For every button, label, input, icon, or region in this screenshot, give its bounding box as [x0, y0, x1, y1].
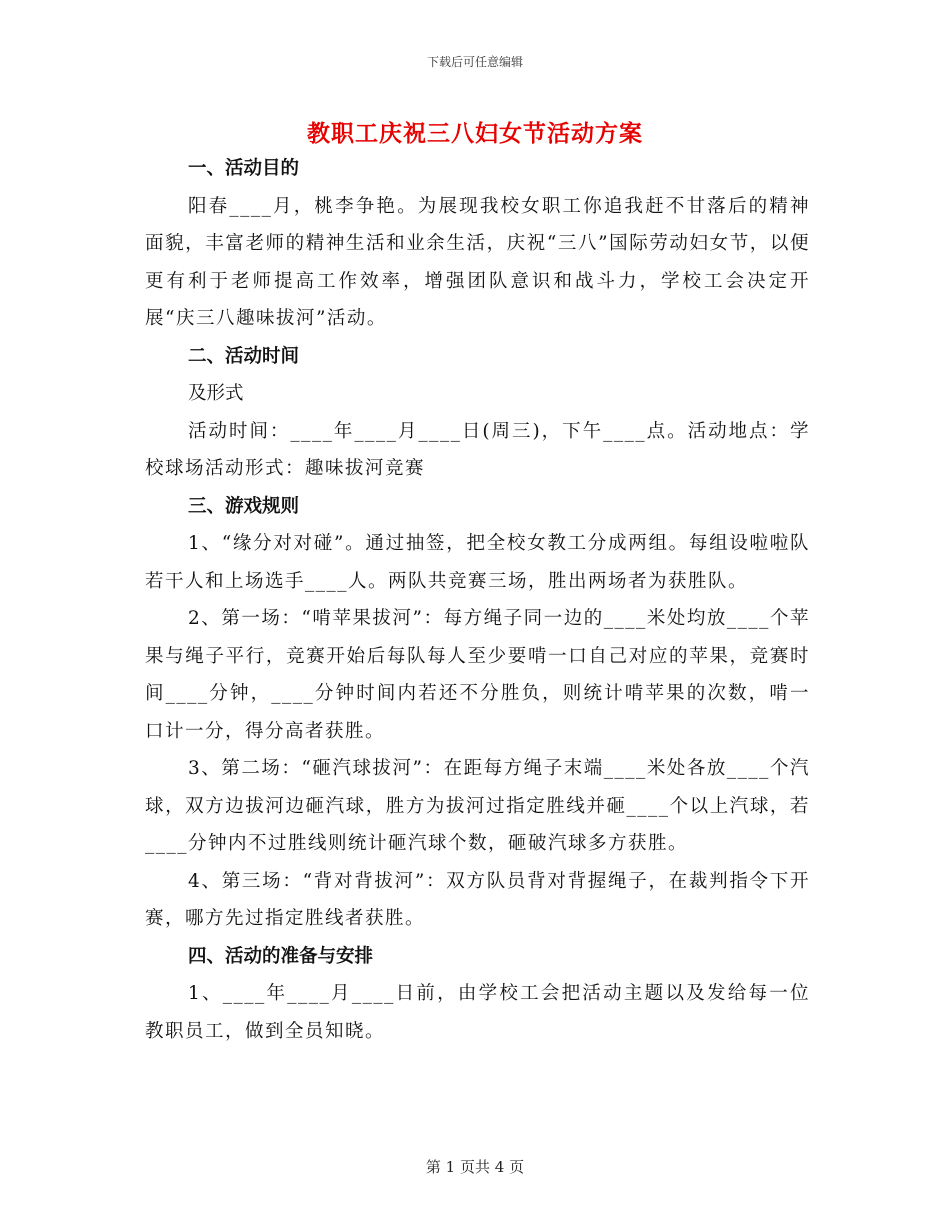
paragraph-purpose: 阳春____月，桃李争艳。为展现我校女职工你追我赶不甘落后的精神面貌，丰富老师的精神生活和业余生活，庆祝“三八”国际劳动妇女节，以便更有利于老师提高工作效率，增强团队意识和战斗力，学校工会决定开展“庆三八趣味拔河”活动。 — [145, 195, 810, 329]
section-heading-rules: 三、游戏规则 — [188, 495, 300, 517]
paragraph-rule-1: 1、“缘分对对碰”。通过抽签，把全校女教工分成两组。每组设啦啦队若干人和上场选手____人。两队共竞赛三场，胜出两场者为获胜队。 — [145, 533, 810, 592]
section-heading-time: 二、活动时间 — [188, 345, 300, 367]
paragraph-preparation-1: 1、____年____月____日前，由学校工会把活动主题以及发给每一位教职员工，做到全员知晓。 — [145, 983, 810, 1042]
page-header-note: 下载后可任意编辑 — [426, 55, 523, 69]
paragraph-rule-4: 4、第三场：“背对背拔河”：双方队员背对背握绳子，在裁判指令下开赛，哪方先过指定胜线者获胜。 — [145, 870, 810, 929]
document-title: 教职工庆祝三八妇女节活动方案 — [307, 120, 643, 147]
section-heading-purpose: 一、活动目的 — [188, 158, 300, 179]
section-heading-preparation: 四、活动的准备与安排 — [188, 945, 374, 967]
line-form: 及形式 — [188, 383, 244, 404]
paragraph-rule-2: 2、第一场：“啃苹果拔河”：每方绳子同一边的____米处均放____个苹果与绳子平行，竞赛开始后每队每人至少要啃一口自己对应的苹果，竞赛时间____分钟，____分钟时间内若还不分胜负，则统计啃苹果的次数，啃一口计一分，得分高者获胜。 — [145, 608, 810, 742]
paragraph-rule-3: 3、第二场：“砸汽球拔河”：在距每方绳子末端____米处各放____个汽球，双方边拔河边砸汽球，胜方为拔河过指定胜线并砸____个以上汽球，若____分钟内不过胜线则统计砸汽球个数，砸破汽球多方获胜。 — [145, 758, 810, 854]
paragraph-time-place: 活动时间：____年____月____日(周三)，下午____点。活动地点：学校球场活动形式：趣味拔河竞赛 — [145, 420, 810, 479]
document-body — [145, 150, 810, 1050]
page-footer-number: 第 1 页共 4 页 — [425, 1158, 525, 1176]
